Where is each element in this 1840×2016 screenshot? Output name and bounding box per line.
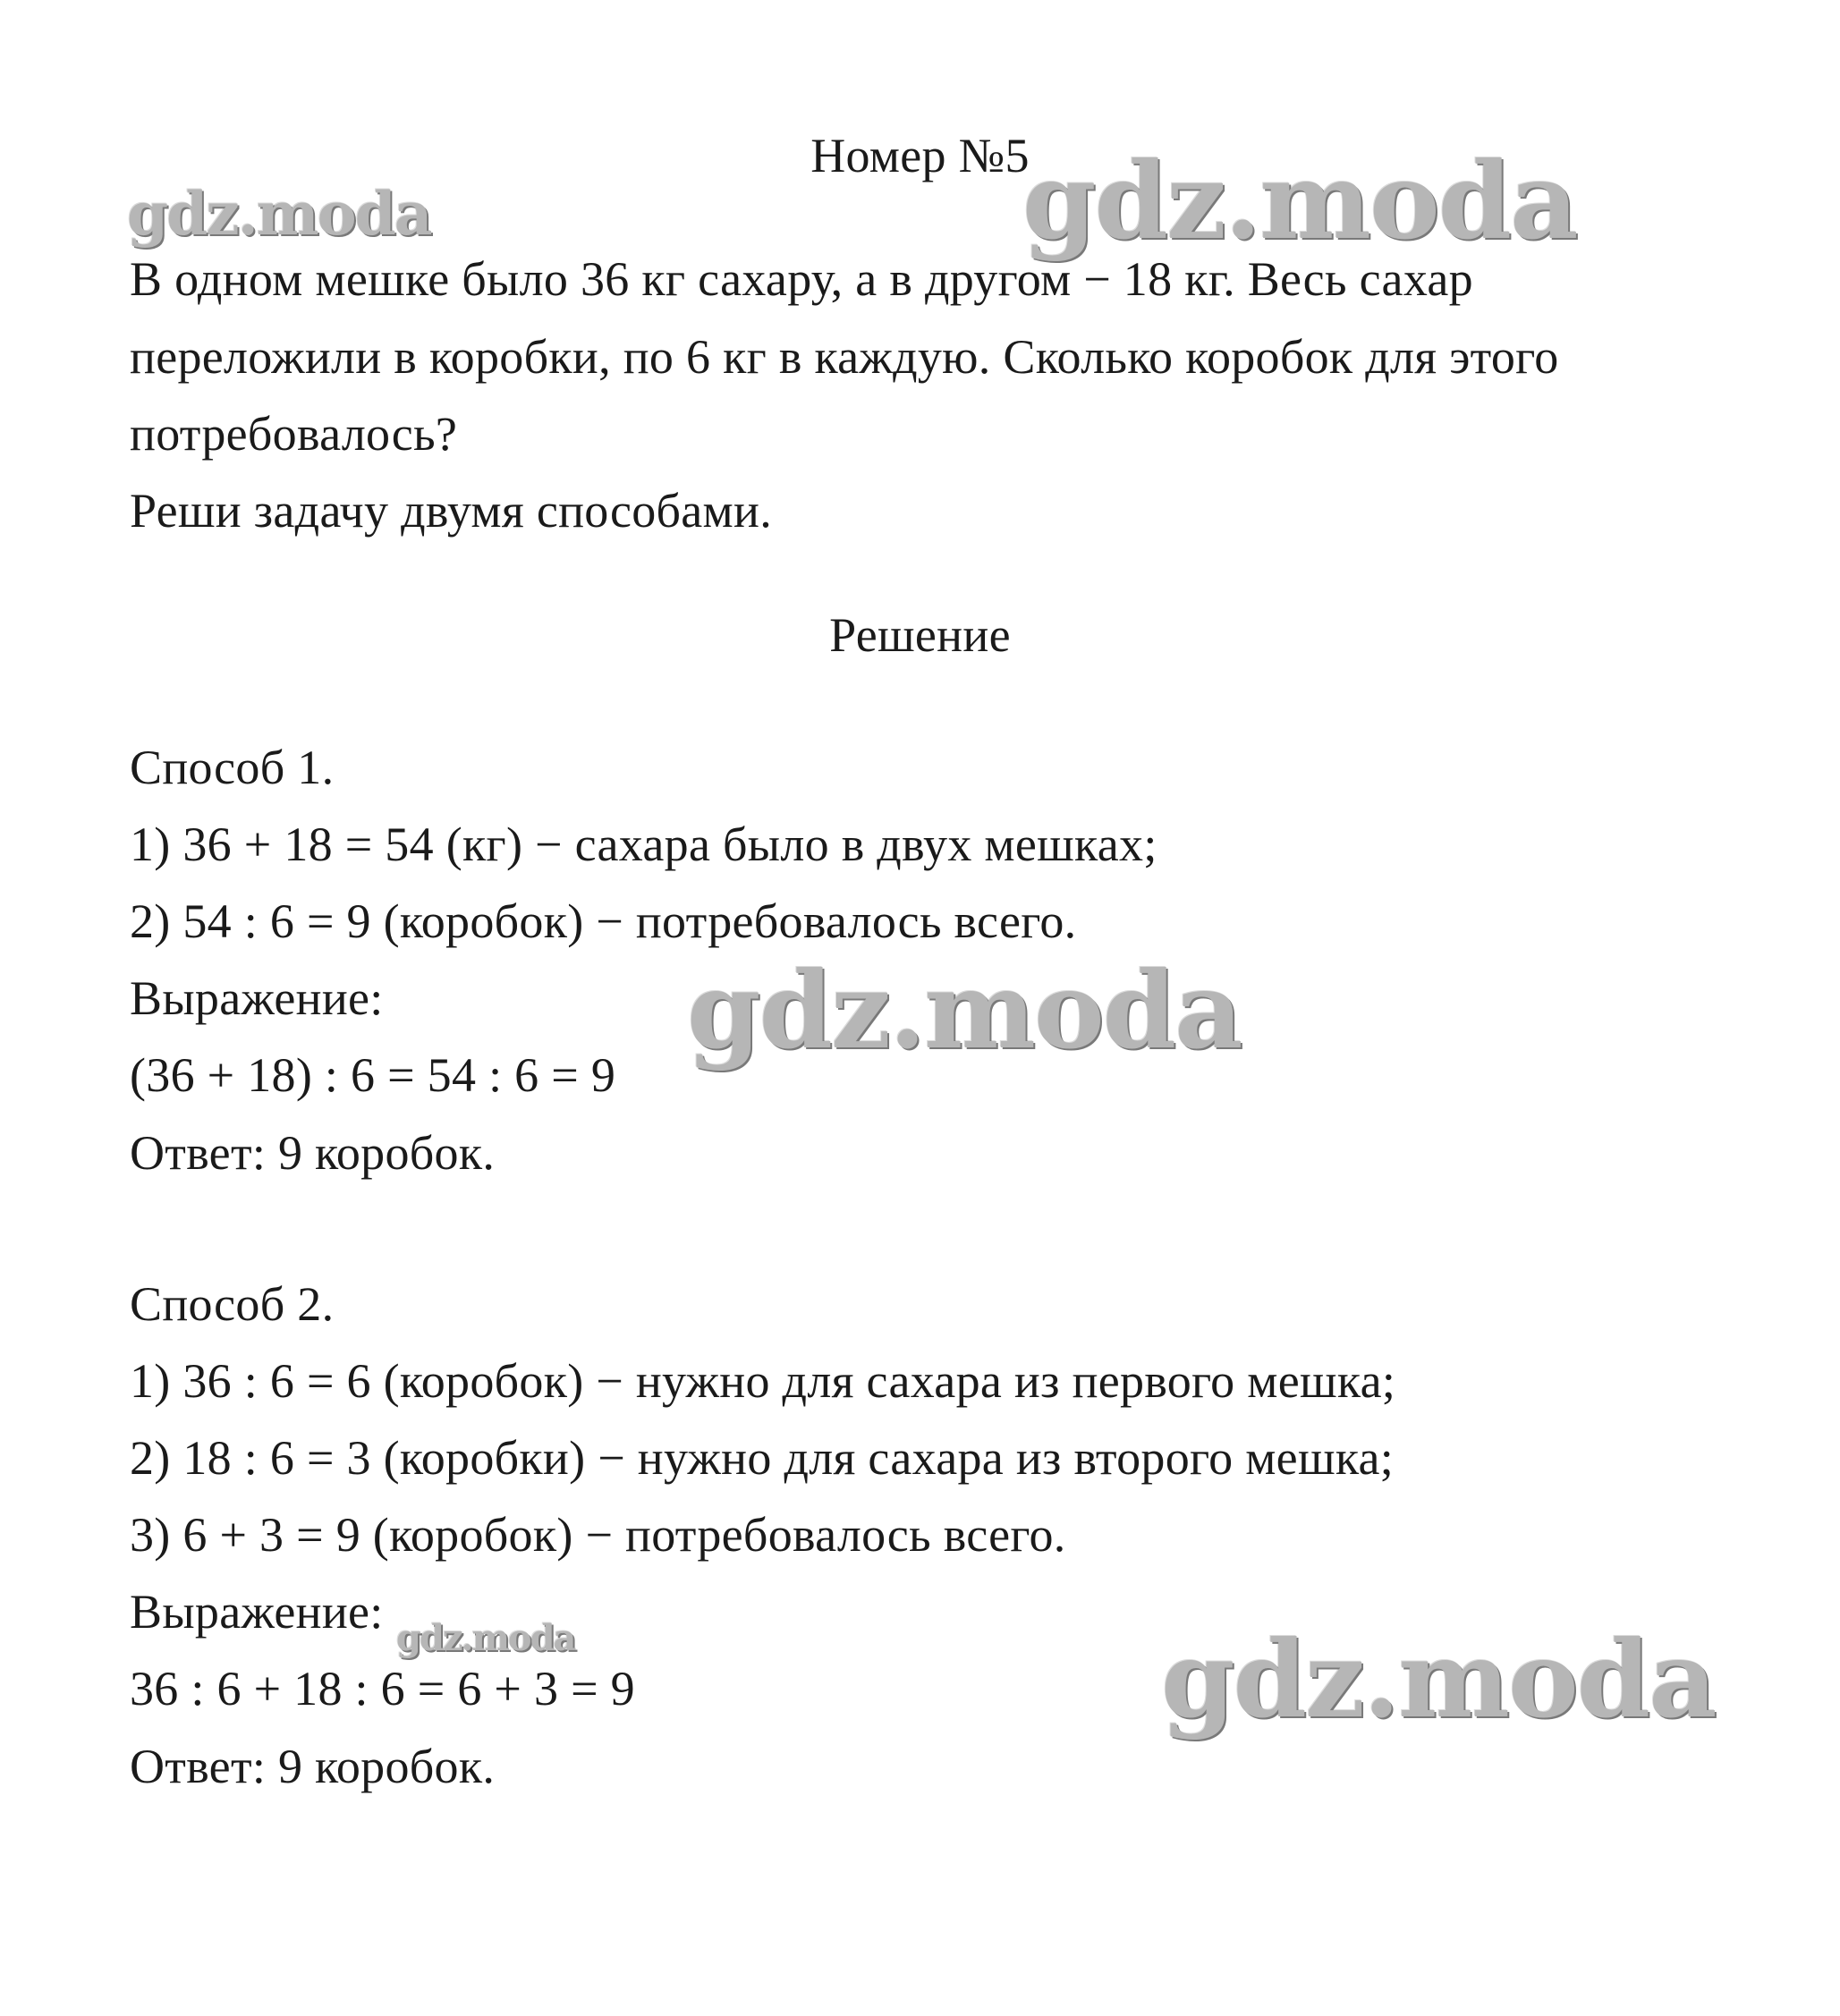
method2-expression: 36 : 6 + 18 : 6 = 6 + 3 = 9: [130, 1662, 635, 1715]
watermark-small: gdz.moda: [396, 1617, 575, 1659]
method1-title: Способ 1.: [130, 741, 335, 794]
watermark-top-left: gdz.moda: [127, 179, 431, 249]
method1-step-2: 2) 54 : 6 = 9 (коробок) − потребовалось всего.: [130, 894, 1077, 948]
watermark-top-right: gdz.moda: [1022, 139, 1577, 263]
method1-expression-label: Выражение:: [130, 971, 384, 1025]
method2-answer: Ответ: 9 коробок.: [130, 1740, 496, 1793]
watermark-bottom-right: gdz.moda: [1161, 1617, 1716, 1741]
method2-expression-label: Выражение:: [130, 1585, 384, 1639]
method1-expression: (36 + 18) : 6 = 54 : 6 = 9: [130, 1048, 616, 1102]
method2-step-3: 3) 6 + 3 = 9 (коробок) − потребовалось всего.: [130, 1508, 1066, 1562]
problem-line-3: потребовалось?: [130, 407, 458, 461]
method2-title: Способ 2.: [130, 1277, 335, 1331]
method2-step-2: 2) 18 : 6 = 3 (коробки) − нужно для сахара из второго мешка;: [130, 1431, 1395, 1485]
solution-heading: Решение: [829, 608, 1011, 662]
problem-line-4: Реши задачу двумя способами.: [130, 484, 773, 538]
method1-step-1: 1) 36 + 18 = 54 (кг) − сахара было в двух мешках;: [130, 817, 1157, 871]
problem-line-2: переложили в коробки, по 6 кг в каждую. Сколько коробок для этого: [130, 330, 1559, 384]
problem-line-1: В одном мешке было 36 кг сахару, а в другом − 18 кг. Весь сахар: [130, 252, 1473, 306]
method2-step-1: 1) 36 : 6 = 6 (коробок) − нужно для сахара из первого мешка;: [130, 1354, 1396, 1408]
page-title: Номер №5: [810, 129, 1030, 182]
watermark-middle: gdz.moda: [687, 948, 1242, 1072]
method1-answer: Ответ: 9 коробок.: [130, 1126, 496, 1180]
